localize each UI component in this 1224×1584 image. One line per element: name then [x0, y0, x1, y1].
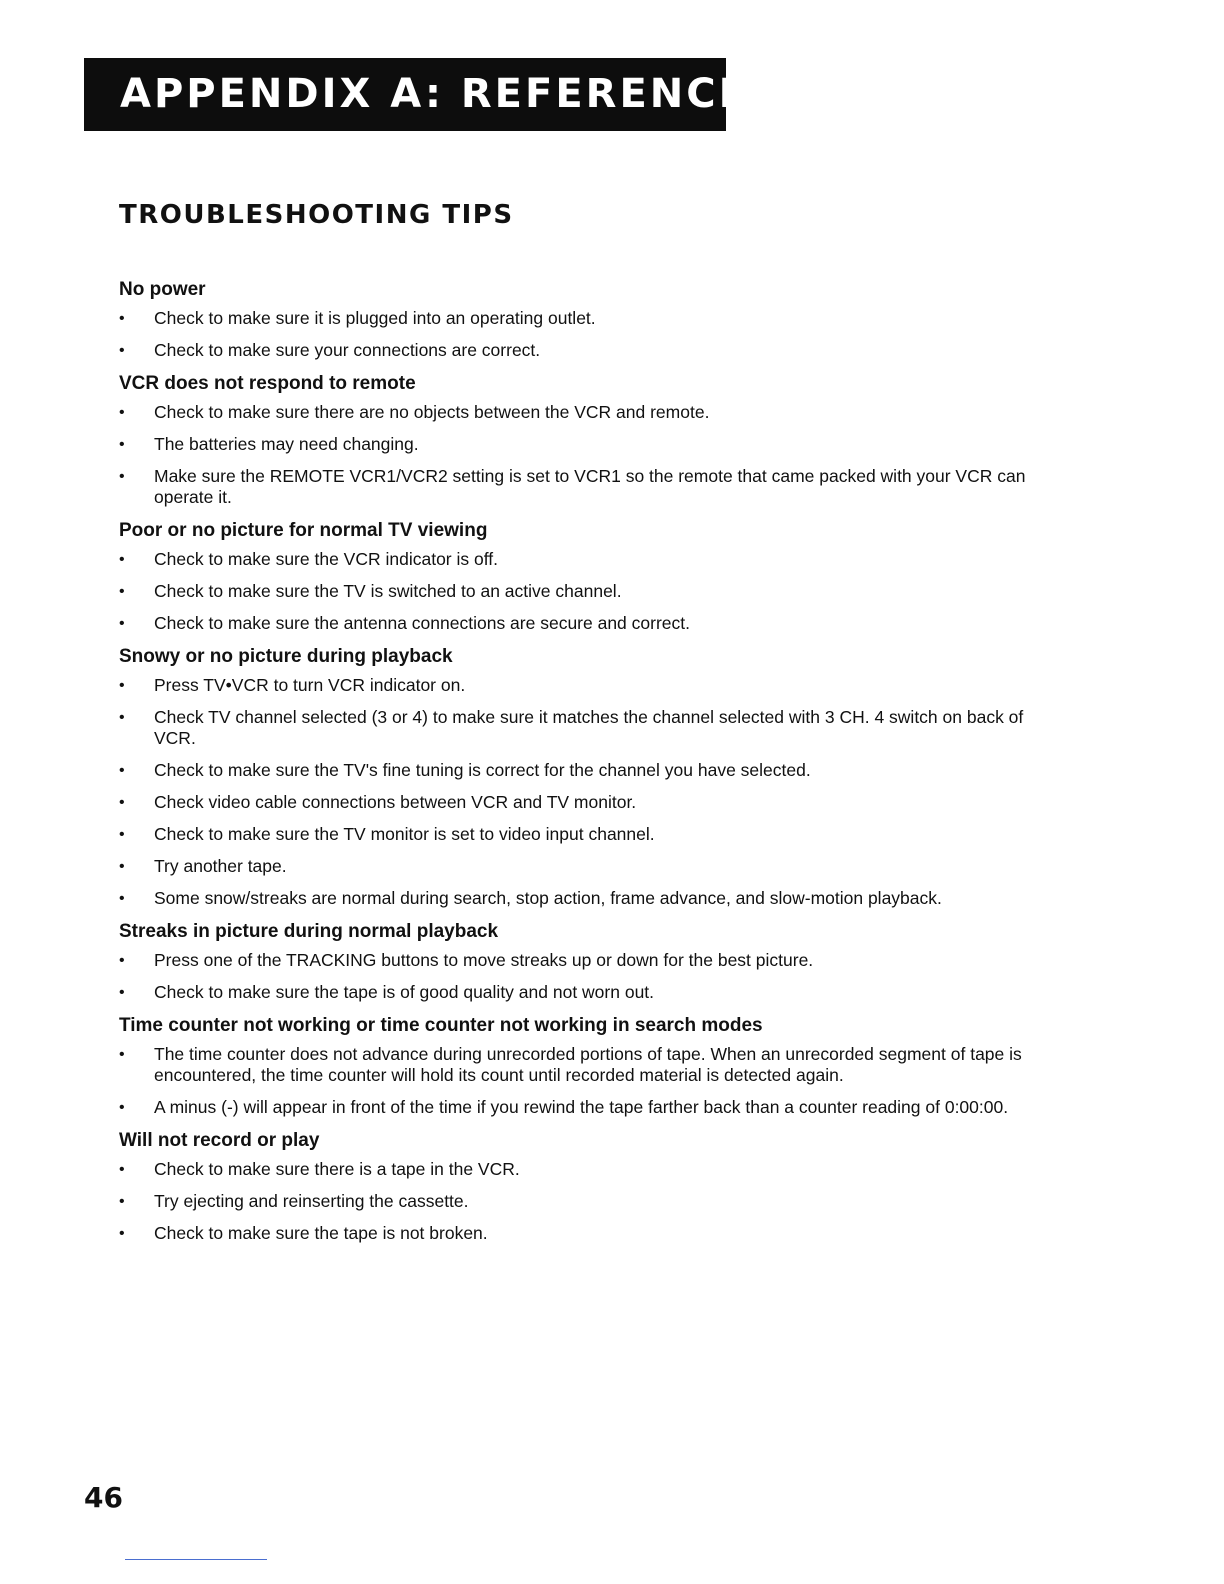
bullet-icon: • [119, 794, 125, 811]
tip-list [119, 308, 1049, 361]
tip-text: Some snow/streaks are normal during search, stop action, frame advance, and slow-motion playback. [154, 888, 942, 908]
tip-text: Try another tape. [154, 856, 287, 876]
tip-text: Check to make sure the tape is not broken. [154, 1223, 488, 1243]
troubleshooting-section [119, 278, 1049, 361]
bullet-icon: • [119, 709, 125, 726]
list-item [119, 340, 1049, 361]
tip-list [119, 402, 1049, 508]
tip-list [119, 675, 1049, 909]
tip-text: Check to make sure the TV monitor is set to video input channel. [154, 824, 655, 844]
list-item [119, 549, 1049, 570]
list-item [119, 613, 1049, 634]
section-heading: No power [119, 279, 206, 300]
tip-text: Check to make sure your connections are correct. [154, 340, 541, 360]
page-number: 46 [84, 1481, 123, 1514]
tip-text: Check to make sure the TV is switched to an active channel. [154, 581, 622, 601]
troubleshooting-section [119, 372, 1049, 508]
list-item [119, 402, 1049, 423]
appendix-banner: APPENDIX A: REFERENCE [84, 58, 726, 131]
list-item [119, 760, 1049, 781]
tip-text: Check to make sure the TV's fine tuning is correct for the channel you have selected. [154, 760, 811, 780]
tip-text: Check to make sure the tape is of good quality and not worn out. [154, 982, 655, 1002]
footer-rule [125, 1559, 267, 1560]
bullet-icon: • [119, 583, 125, 600]
section-heading: Poor or no picture for normal TV viewing [119, 520, 488, 541]
bullet-icon: • [119, 1225, 125, 1242]
troubleshooting-section [119, 920, 1049, 1003]
list-item [119, 707, 1049, 749]
list-item [119, 1191, 1049, 1212]
troubleshooting-section [119, 1129, 1049, 1244]
list-item [119, 888, 1049, 909]
list-item [119, 1044, 1049, 1086]
bullet-icon: • [119, 551, 125, 568]
bullet-icon: • [119, 436, 125, 453]
bullet-icon: • [119, 615, 125, 632]
section-heading: Time counter not working or time counter not working in search modes [119, 1015, 763, 1036]
tip-list [119, 1159, 1049, 1244]
tip-text: Check to make sure the VCR indicator is off. [154, 549, 498, 569]
list-item [119, 792, 1049, 813]
bullet-icon: • [119, 468, 125, 485]
tip-text: Press TV•VCR to turn VCR indicator on. [154, 675, 466, 695]
tip-text: A minus (-) will appear in front of the time if you rewind the tape farther back than a counter reading of 0:00:00. [154, 1097, 1009, 1117]
list-item [119, 1159, 1049, 1180]
bullet-icon: • [119, 984, 125, 1001]
bullet-icon: • [119, 1046, 125, 1063]
bullet-icon: • [119, 1193, 125, 1210]
section-heading: Streaks in picture during normal playback [119, 921, 499, 942]
tip-list [119, 950, 1049, 1003]
list-item [119, 824, 1049, 845]
tip-text: Try ejecting and reinserting the cassette. [154, 1191, 469, 1211]
list-item [119, 581, 1049, 602]
tip-text: The time counter does not advance during unrecorded portions of tape. When an unrecorded segment of tape is encountered, the time counter will hold its count until recorded material is detected again. [154, 1044, 1022, 1085]
bullet-icon: • [119, 858, 125, 875]
list-item [119, 856, 1049, 877]
page-title: TROUBLESHOOTING TIPS [119, 200, 514, 230]
list-item [119, 434, 1049, 455]
list-item [119, 308, 1049, 329]
section-heading: Will not record or play [119, 1130, 320, 1151]
list-item [119, 1223, 1049, 1244]
bullet-icon: • [119, 677, 125, 694]
bullet-icon: • [119, 342, 125, 359]
tip-text: Check to make sure there is a tape in the VCR. [154, 1159, 520, 1179]
tip-text: Check to make sure there are no objects between the VCR and remote. [154, 402, 710, 422]
bullet-icon: • [119, 762, 125, 779]
bullet-icon: • [119, 1161, 125, 1178]
bullet-icon: • [119, 952, 125, 969]
section-heading: VCR does not respond to remote [119, 373, 416, 394]
list-item [119, 675, 1049, 696]
tip-list [119, 549, 1049, 634]
tip-text: Make sure the REMOTE VCR1/VCR2 setting is set to VCR1 so the remote that came packed with your VCR can operate it. [154, 466, 1026, 507]
list-item [119, 950, 1049, 971]
tip-list [119, 1044, 1049, 1118]
bullet-icon: • [119, 310, 125, 327]
list-item [119, 1097, 1049, 1118]
bullet-icon: • [119, 404, 125, 421]
tip-text: Check TV channel selected (3 or 4) to make sure it matches the channel selected with 3 CH. 4 switch on back of VCR. [154, 707, 1024, 748]
bullet-icon: • [119, 826, 125, 843]
list-item [119, 982, 1049, 1003]
troubleshooting-sections [119, 278, 1049, 1255]
troubleshooting-section [119, 1014, 1049, 1118]
tip-text: Press one of the TRACKING buttons to move streaks up or down for the best picture. [154, 950, 814, 970]
bullet-icon: • [119, 1099, 125, 1116]
tip-text: Check video cable connections between VCR and TV monitor. [154, 792, 637, 812]
section-heading: Snowy or no picture during playback [119, 646, 453, 667]
troubleshooting-section [119, 645, 1049, 909]
tip-text: Check to make sure the antenna connections are secure and correct. [154, 613, 690, 633]
tip-text: The batteries may need changing. [154, 434, 419, 454]
list-item [119, 466, 1049, 508]
troubleshooting-section [119, 519, 1049, 634]
bullet-icon: • [119, 890, 125, 907]
tip-text: Check to make sure it is plugged into an operating outlet. [154, 308, 596, 328]
